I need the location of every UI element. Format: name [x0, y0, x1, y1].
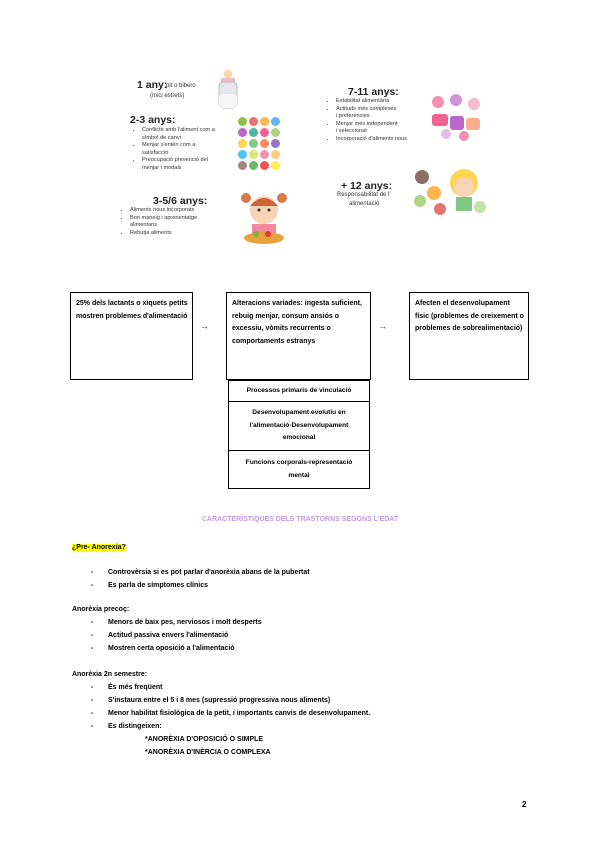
section-title: CARACTERÍSTIQUES DELS TRASTORNS SEGONS L'EDAT: [201, 516, 399, 523]
bullet: Preocupació prevenció del: [142, 157, 208, 164]
list-item: S'instaura entre el 5 i 8 mes (supressió progressiva nous aliments): [108, 697, 331, 704]
bullet: Conflicte amb l'aliment com a: [142, 127, 215, 133]
stack-box-vinculacio: Processos primaris de vinculació: [228, 380, 370, 402]
bullet-cont: símbol de canvi: [142, 134, 181, 141]
sweets-icon: [428, 92, 484, 142]
food-icon: [260, 117, 269, 126]
teen-food-icon: [410, 163, 488, 219]
list-item: Controvèrsia si es pot parlar d'anorèxia abans de la pubertat: [108, 569, 310, 576]
bullet: • Estabilitat alimentària: [336, 98, 436, 106]
sub-item: *ANORÈXIA D'OPOSICIÓ O SIMPLE: [145, 736, 264, 743]
arrow-right-icon: →: [378, 321, 387, 331]
food-icon: [238, 128, 247, 137]
bullet: • Aliments nous incorporats: [130, 207, 240, 215]
food-icon: [249, 161, 258, 170]
list-item: Mostren certa oposició a l'alimentació: [108, 645, 235, 652]
food-icon: [260, 150, 269, 159]
age-3-list: [120, 207, 240, 237]
food-icon: [249, 117, 258, 126]
bullet-cont: i preferències: [336, 113, 370, 120]
semestre-heading: Anorèxia 2n semestre:: [72, 671, 148, 678]
dash: -: [91, 582, 94, 589]
stack-box-funcions: Funcions corporals-representació mental: [228, 451, 370, 489]
preanorexia-heading: [72, 544, 126, 551]
page-number: 2: [522, 800, 527, 809]
bullet: Actituds més complexes: [336, 105, 397, 112]
preanorexia-heading-text: ¿Pre- Anorexia?: [72, 544, 126, 551]
dash: -: [91, 632, 94, 639]
flow-box-lactants: 25% dels lactants o xiquets petits mostren problemes d'alimentació: [70, 292, 193, 380]
dash: -: [91, 569, 94, 576]
flow-box-alteracions: Alteracions variades: ingesta suficient, rebuig menjar, consum ansiós o excessiu, vòmits recurrents o comportaments estranys: [226, 292, 371, 380]
food-icon: [260, 139, 269, 148]
food-icons-grid: [238, 117, 290, 173]
stack-box-desenvolupament: Desenvolupament evolutiu en l'alimentació-Desenvolupament emocional: [228, 402, 370, 451]
dash: -: [91, 619, 94, 626]
bullet: Menjar més independent: [336, 120, 398, 127]
food-icon: [271, 139, 280, 148]
bullet-cont: alimentaris: [130, 222, 158, 229]
age-5-title: + 12 anys:: [341, 180, 393, 192]
food-icon: [271, 150, 280, 159]
food-icon: [249, 139, 258, 148]
food-icon: [249, 150, 258, 159]
dash: -: [91, 684, 94, 691]
age-1-note: pit o bibero: [166, 83, 196, 89]
bullet-cont: menjar i modals: [142, 164, 182, 171]
food-icon: [238, 139, 247, 148]
dash: -: [91, 723, 94, 730]
food-icon: [260, 128, 269, 137]
bullet: • Incorporació d'aliments nous: [336, 136, 436, 144]
bullet: Bon maneig i aprenentatge: [130, 214, 198, 221]
girl-eating-icon: [238, 190, 290, 246]
bullet: • Rebutja aliments: [130, 230, 240, 238]
dash: -: [91, 645, 94, 652]
age-3-title: 3-5/6 anys:: [153, 195, 208, 207]
food-icon: [238, 150, 247, 159]
food-icon: [238, 161, 247, 170]
list-item: Actitud passiva envers l'alimentació: [108, 632, 229, 639]
food-icon: [249, 128, 258, 137]
precoc-heading: Anorèxia precoç:: [72, 606, 130, 613]
list-item: Es distingeixen:: [108, 723, 162, 730]
age-4-title: 7-11 anys:: [348, 86, 399, 98]
bullet-cont: i seleccionat: [336, 128, 367, 135]
sub-item: *ANORÈXIA D'INÈRCIA O COMPLEXA: [145, 749, 271, 756]
bullet: Menjar s'entén com a: [142, 142, 196, 149]
food-icon: [238, 117, 247, 126]
food-icon: [271, 161, 280, 170]
arrow-right-icon: →: [200, 321, 209, 331]
dash: -: [91, 710, 94, 717]
age-5-note2: alimentació: [349, 201, 380, 207]
age-4-list: [326, 98, 436, 144]
list-item: És més freqüent: [108, 684, 163, 691]
age-2-list: [132, 127, 242, 173]
dash: -: [91, 697, 94, 704]
list-item: Es parla de símptomes clínics: [108, 582, 208, 589]
age-1-title: 1 any:: [137, 79, 168, 91]
age-5-note: Responsabilitat de l': [337, 192, 391, 198]
age-1-note2: (Inici estrets): [150, 93, 185, 99]
age-2-title: 2-3 anys:: [130, 114, 176, 126]
bullet-cont: satisfacció: [142, 149, 169, 156]
flow-box-afecten: Afecten el desenvolupament físic (problemes de creixement o problemes de sobrealimentació): [409, 292, 529, 380]
list-item: Menor habilitat fisiològica de la petit, i importants canvis de desenvolupament.: [108, 710, 371, 717]
food-icon: [271, 128, 280, 137]
food-icon: [271, 117, 280, 126]
list-item: Menors de baix pes, nerviosos i molt desperts: [108, 619, 262, 626]
baby-bottle-icon: [214, 70, 242, 110]
food-icon: [260, 161, 269, 170]
